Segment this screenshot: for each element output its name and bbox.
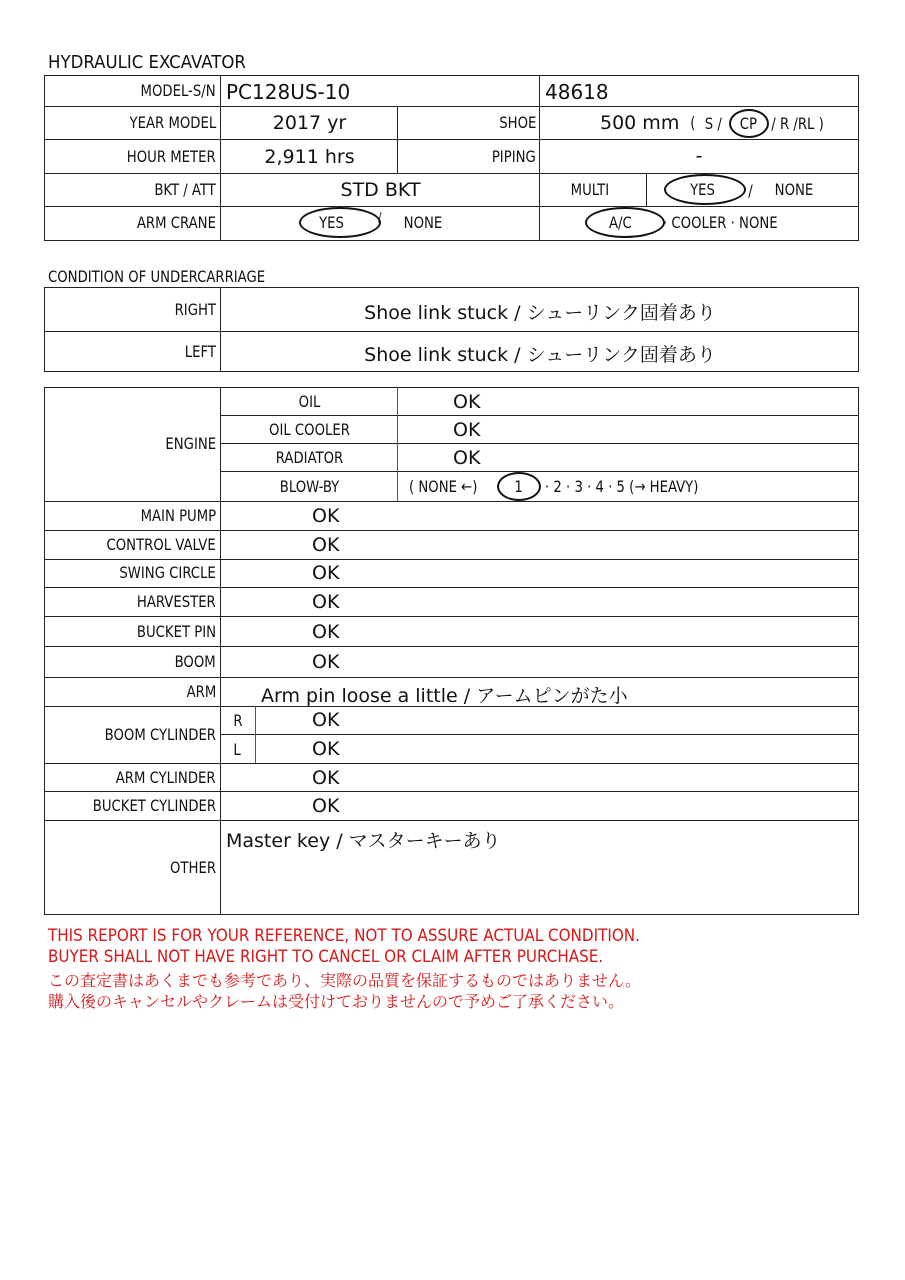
hours-value: 2,911 hrs: [264, 146, 355, 168]
bucket-pin-value: OK: [312, 621, 340, 643]
shoe-cp-circle: [729, 109, 769, 138]
blowby-level-1: 1: [514, 477, 523, 496]
other-value: Master key / マスターキーあり: [226, 830, 501, 852]
blowby-scale-start: ( NONE ←): [409, 477, 478, 496]
multi-yes: YES: [690, 180, 715, 199]
disclaimer-jp-2: 購入後のキャンセルやクレームは受付けておりませんので予めご了承ください。: [48, 992, 625, 1011]
boom-cylinder-l-value: OK: [312, 738, 340, 760]
disclaimer-en-1: THIS REPORT IS FOR YOUR REFERENCE, NOT TO ASSURE ACTUAL CONDITION.: [48, 926, 640, 945]
ac-option: A/C: [608, 213, 632, 232]
bkt-value: STD BKT: [340, 179, 421, 201]
boom-cylinder-label: BOOM CYLINDER: [104, 725, 216, 744]
arm-label: ARM: [186, 682, 216, 701]
arm-cylinder-value: OK: [312, 767, 340, 789]
swing-circle-label: SWING CIRCLE: [119, 563, 216, 582]
shoe-option-cp: CP: [739, 114, 757, 133]
boom-label: BOOM: [174, 652, 216, 671]
oil-cooler-value: OK: [453, 419, 481, 441]
ac-rest: · COOLER · NONE: [662, 213, 778, 232]
boom-value: OK: [312, 651, 340, 673]
blowby-scale-rest: · 2 · 3 · 4 · 5 (→ HEAVY): [545, 477, 699, 496]
main-pump-label: MAIN PUMP: [140, 506, 216, 525]
arm-value: Arm pin loose a little / アームピンがた小: [261, 685, 628, 707]
boom-cylinder-l-label: L: [233, 740, 241, 759]
arm-crane-sep: /: [378, 210, 382, 224]
piping-value: -: [695, 145, 703, 167]
swing-circle-value: OK: [312, 562, 340, 584]
shoe-value: 500 mm: [600, 112, 680, 134]
multi-yes-circle: [664, 174, 746, 205]
other-label: OTHER: [169, 858, 216, 877]
harvester-value: OK: [312, 591, 340, 613]
arm-crane-yes-circle: [299, 207, 381, 238]
undercarriage-heading: CONDITION OF UNDERCARRIAGE: [48, 267, 266, 286]
bucket-pin-label: BUCKET PIN: [136, 622, 216, 641]
engine-label: ENGINE: [165, 434, 216, 453]
radiator-value: OK: [453, 447, 481, 469]
undercarriage-left-value: Shoe link stuck / シューリンク固着あり: [364, 344, 716, 366]
undercarriage-right-value: Shoe link stuck / シューリンク固着あり: [364, 302, 716, 324]
bucket-cylinder-label: BUCKET CYLINDER: [92, 796, 216, 815]
arm-crane-yes: YES: [319, 213, 344, 232]
oil-cooler-label: OIL COOLER: [269, 420, 350, 439]
disclaimer-jp-1: この査定書はあくまでも参考であり、実際の品質を保証するものではありません。: [48, 971, 641, 990]
hour-meter-label: HOUR METER: [127, 147, 216, 166]
oil-value: OK: [453, 391, 481, 413]
boom-cylinder-r-label: R: [233, 711, 243, 730]
blowby-label: BLOW-BY: [279, 477, 340, 496]
shoe-option-s: S /: [704, 114, 722, 133]
ac-circle: [585, 207, 665, 238]
undercarriage-left-label: LEFT: [184, 342, 216, 361]
model-value: PC128US-10: [226, 80, 351, 104]
arm-crane-label: ARM CRANE: [136, 213, 216, 232]
control-valve-label: CONTROL VALVE: [106, 535, 216, 554]
undercarriage-right-label: RIGHT: [174, 300, 216, 319]
disclaimer-en-2: BUYER SHALL NOT HAVE RIGHT TO CANCEL OR CLAIM AFTER PURCHASE.: [48, 947, 604, 966]
multi-none: NONE: [774, 180, 814, 199]
model-sn-label: MODEL-S/N: [140, 81, 216, 100]
piping-label: PIPING: [492, 147, 536, 166]
shoe-open: (: [690, 113, 696, 132]
serial-value: 48618: [545, 80, 609, 104]
oil-label: OIL: [298, 392, 321, 411]
harvester-label: HARVESTER: [137, 592, 216, 611]
main-pump-value: OK: [312, 505, 340, 527]
page-title: HYDRAULIC EXCAVATOR: [48, 52, 246, 73]
year-label: YEAR MODEL: [129, 113, 216, 132]
year-value: 2017 yr: [272, 112, 347, 134]
shoe-label: SHOE: [498, 113, 536, 132]
radiator-label: RADIATOR: [275, 448, 344, 467]
bkt-att-label: BKT / ATT: [154, 180, 216, 199]
multi-label: MULTI: [570, 180, 610, 199]
arm-cylinder-label: ARM CYLINDER: [116, 768, 216, 787]
control-valve-value: OK: [312, 534, 340, 556]
arm-crane-none: NONE: [403, 213, 443, 232]
shoe-option-rest: / R /RL ): [771, 114, 824, 133]
blowby-1-circle: [497, 472, 541, 501]
bucket-cylinder-value: OK: [312, 795, 340, 817]
multi-sep: /: [748, 181, 753, 200]
boom-cylinder-r-value: OK: [312, 709, 340, 731]
